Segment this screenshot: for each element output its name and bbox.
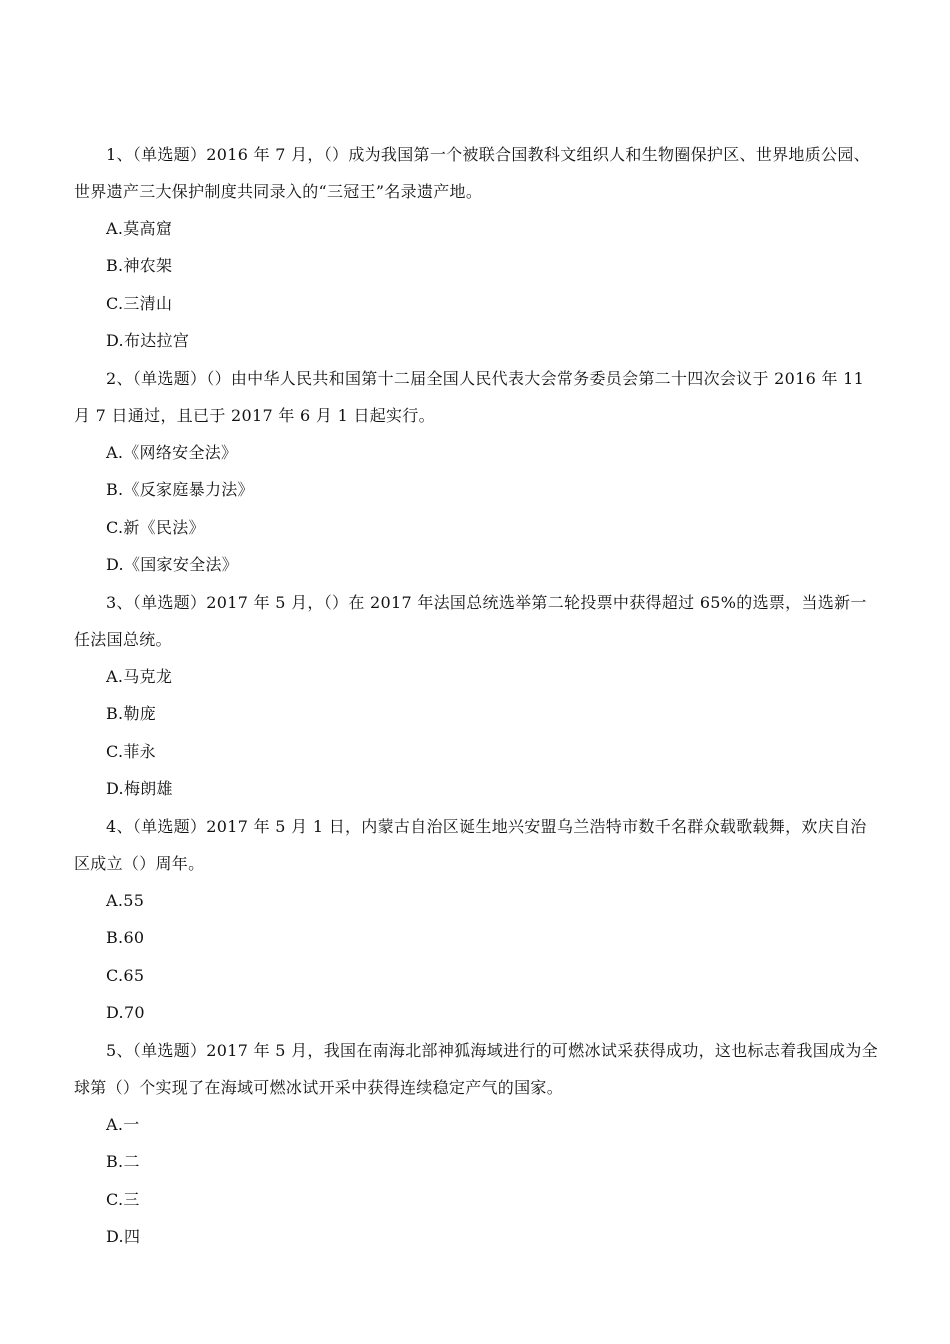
question-4-option-c: C.65 <box>106 965 145 985</box>
question-2-option-b: B.《反家庭暴力法》 <box>106 480 254 500</box>
question-1-stem: 1、（单选题）2016 年 7 月，（）成为我国第一个被联合国教科文组织人和生物圈保护区、世界地质公园、世界遗产三大保护制度共同录入的“三冠王”名录遗产地。 <box>74 145 870 201</box>
question-2-option-c: C.新《民法》 <box>106 517 205 537</box>
question-4-stem: 4、（单选题）2017 年 5 月 1 日，内蒙古自治区诞生地兴安盟乌兰浩特市数千名群众载歌载舞，欢庆自治区成立（）周年。 <box>74 817 867 873</box>
question-5-option-a: A.一 <box>106 1115 140 1134</box>
question-1 <box>0 136 950 359</box>
question-2-stem: 2、（单选题）（）由中华人民共和国第十二届全国人民代表大会常务委员会第二十四次会议于 2016 年 11 月 7 日通过，且已于 2017 年 6 月 1 日起实行。 <box>74 369 865 425</box>
question-4-option-a: A.55 <box>106 891 145 910</box>
question-2-option-d: D.《国家安全法》 <box>106 554 239 574</box>
question-5 <box>0 1032 950 1255</box>
question-3-option-c: C.菲永 <box>106 741 156 761</box>
question-3-option-a: A.马克龙 <box>106 667 173 686</box>
question-1-option-d: D.布达拉宫 <box>106 330 190 350</box>
question-5-option-b: B.二 <box>106 1152 140 1172</box>
question-1-option-c: C.三清山 <box>106 293 173 313</box>
question-3-stem: 3、（单选题）2017 年 5 月，（）在 2017 年法国总统选举第二轮投票中获得超过 65%的选票，当选新一任法国总统。 <box>74 593 867 649</box>
question-5-stem: 5、（单选题）2017 年 5 月，我国在南海北部神狐海域进行的可燃冰试采获得成功，这也标志着我国成为全球第（）个实现了在海域可燃冰试开采中获得连续稳定产气的国家。 <box>74 1041 878 1097</box>
question-2 <box>0 360 950 583</box>
question-3-option-d: D.梅朗雄 <box>106 778 173 798</box>
question-5-option-d: D.四 <box>106 1226 141 1246</box>
question-1-option-a: A.莫高窟 <box>106 219 173 238</box>
question-1-option-b: B.神农架 <box>106 256 173 276</box>
question-5-option-c: C.三 <box>106 1189 140 1209</box>
question-4 <box>0 808 950 1031</box>
question-3-option-b: B.勒庞 <box>106 704 157 724</box>
question-3 <box>0 584 950 807</box>
question-2-option-a: A.《网络安全法》 <box>106 443 238 462</box>
question-4-option-b: B.60 <box>106 928 145 948</box>
question-4-option-d: D.70 <box>106 1002 145 1022</box>
